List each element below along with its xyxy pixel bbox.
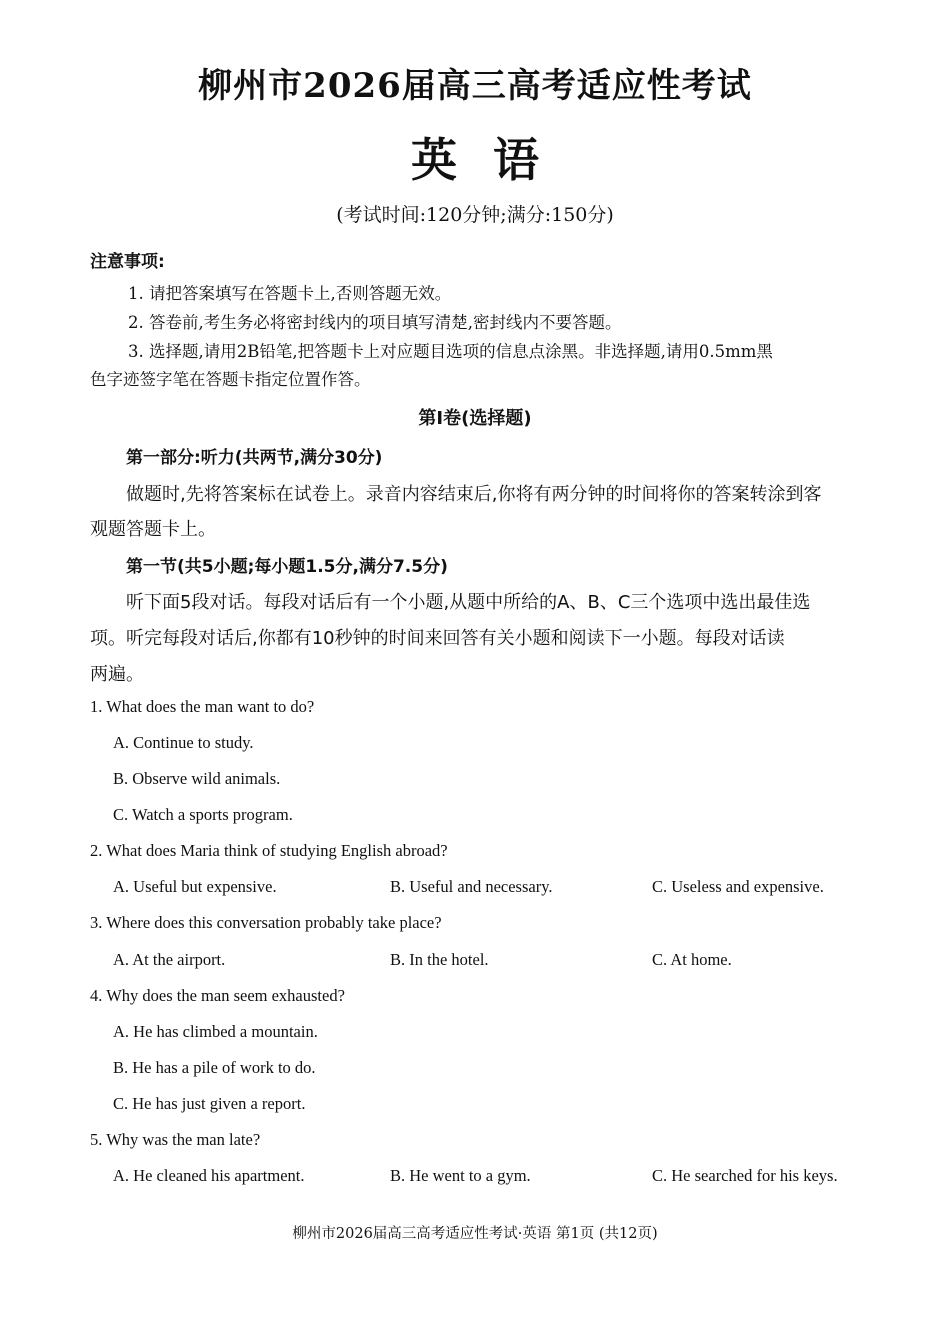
subsection-instruction: 听下面5段对话。每段对话后有一个小题,从题中所给的A、B、C三个选项中选出最佳选 [126, 592, 811, 613]
subsection-heading: 第一节(共5小题;每小题1.5分,满分7.5分) [126, 557, 448, 577]
notice-item: 3. 选择题,请用2B铅笔,把答题卡上对应题目选项的信息点涂黑。非选择题,请用0.5mm黑 [128, 342, 773, 361]
question-stem: 2. What does Maria think of studying English abroad? [90, 841, 448, 860]
subsection-instruction: 两遍。 [90, 664, 144, 685]
question-stem: 3. Where does this conversation probably take place? [90, 913, 442, 932]
notice-item: 1. 请把答案填写在答题卡上,否则答题无效。 [128, 284, 452, 303]
notice-item: 2. 答卷前,考生务必将密封线内的项目填写清楚,密封线内不要答题。 [128, 313, 622, 332]
part-heading: 第一部分:听力(共两节,满分30分) [126, 448, 383, 468]
instruction-line: 观题答题卡上。 [90, 519, 216, 540]
option-c: C. At home. [652, 950, 732, 969]
page-footer: 柳州市2026届高三高考适应性考试·英语 第1页 (共12页) [292, 1226, 658, 1242]
option-b: B. In the hotel. [390, 950, 489, 969]
option-a: A. He has climbed a mountain. [113, 1022, 318, 1041]
option-b: B. Useful and necessary. [390, 877, 553, 896]
exam-title: 柳州市2026届高三高考适应性考试 [198, 66, 752, 106]
section-title: 第Ⅰ卷(选择题) [418, 408, 532, 429]
option-c: C. Useless and expensive. [652, 877, 824, 896]
option-b: B. He has a pile of work to do. [113, 1058, 316, 1077]
option-a: A. At the airport. [113, 950, 226, 969]
notice-item-continued: 色字迹签字笔在答题卡指定位置作答。 [90, 370, 371, 389]
notice-heading: 注意事项: [90, 252, 165, 272]
question-stem: 4. Why does the man seem exhausted? [90, 986, 345, 1005]
exam-duration: (考试时间:120分钟;满分:150分) [336, 204, 614, 226]
exam-subject: 英语 [411, 133, 575, 187]
instruction-line: 做题时,先将答案标在试卷上。录音内容结束后,你将有两分钟的时间将你的答案转涂到客 [126, 484, 822, 505]
option-b: B. He went to a gym. [390, 1166, 531, 1185]
option-a: A. Continue to study. [113, 733, 254, 752]
option-a: A. He cleaned his apartment. [113, 1166, 305, 1185]
option-c: C. He has just given a report. [113, 1094, 306, 1113]
question-stem: 1. What does the man want to do? [90, 697, 315, 716]
option-c: C. He searched for his keys. [652, 1166, 838, 1185]
question-stem: 5. Why was the man late? [90, 1130, 261, 1149]
subsection-instruction: 项。听完每段对话后,你都有10秒钟的时间来回答有关小题和阅读下一小题。每段对话读 [90, 628, 785, 649]
option-c: C. Watch a sports program. [113, 805, 293, 824]
option-a: A. Useful but expensive. [113, 877, 277, 896]
option-b: B. Observe wild animals. [113, 769, 281, 788]
